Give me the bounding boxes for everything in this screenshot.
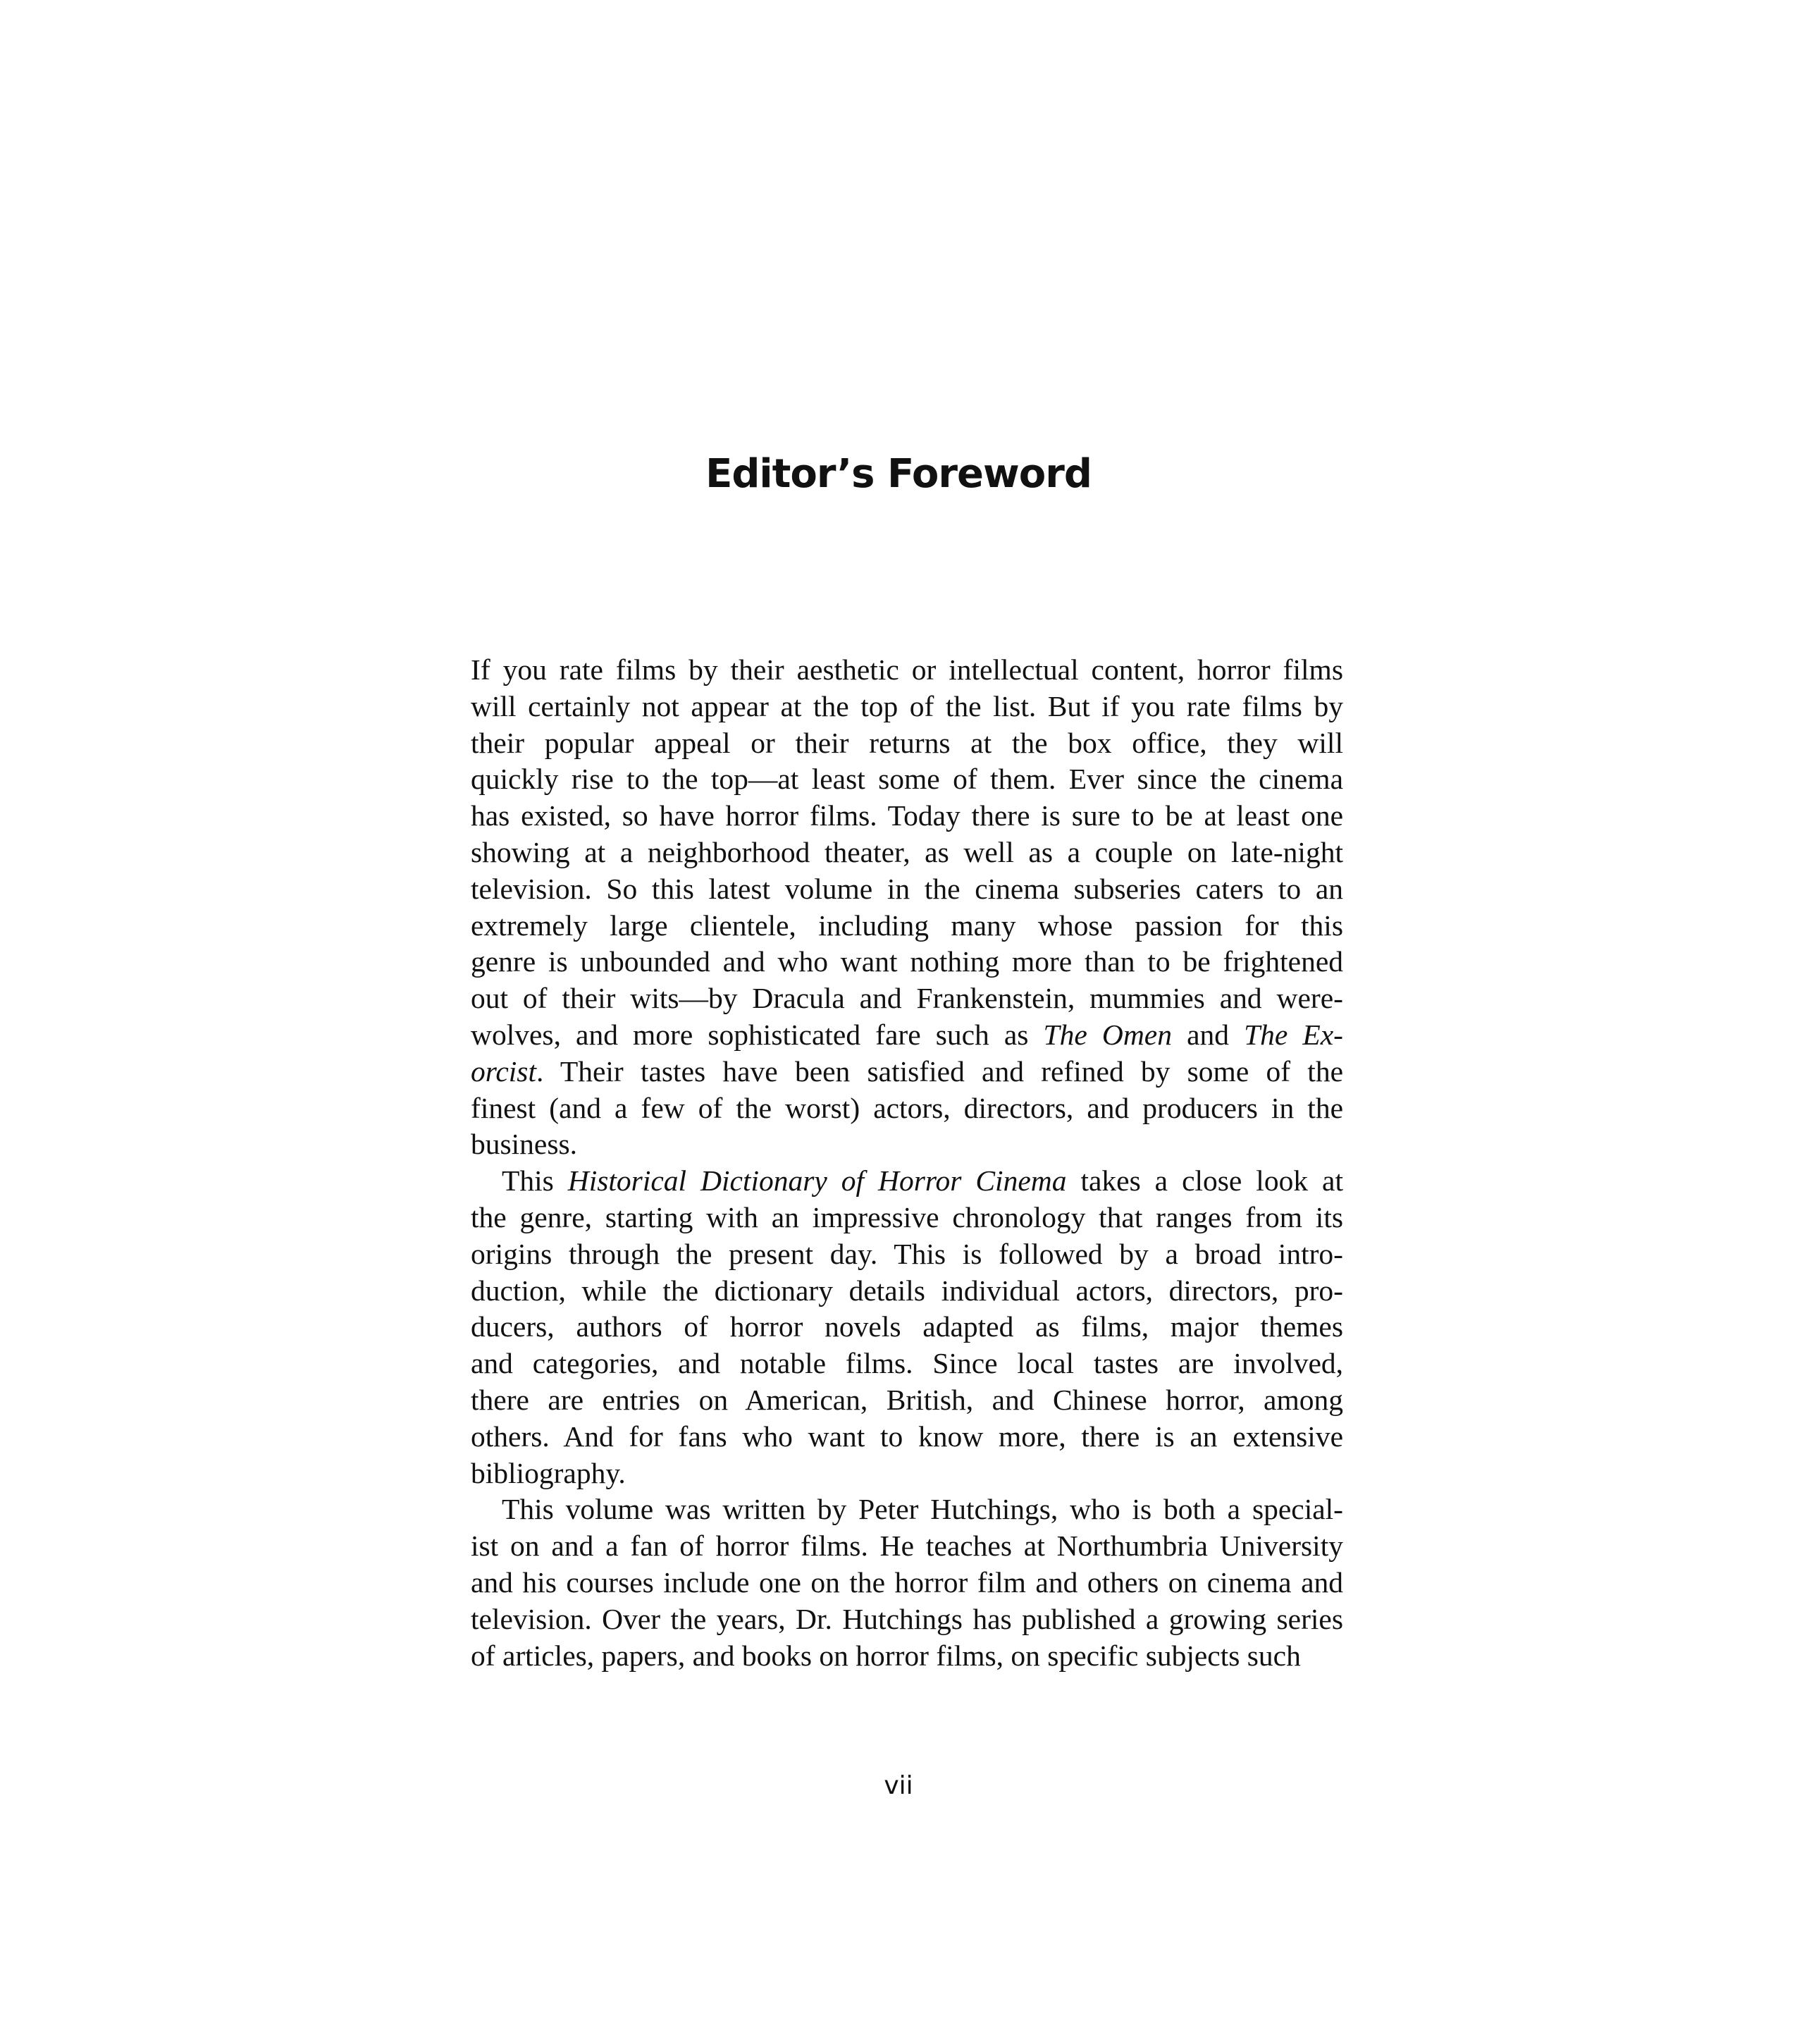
text-run: will certainly not appear at the top of the list. But if you rate films by [471, 689, 1343, 722]
text-line [471, 1163, 1343, 1200]
text-line [471, 1419, 1343, 1455]
text-run: and [1171, 1018, 1245, 1051]
paragraph [471, 1491, 1343, 1674]
italic-title: The Ex- [1244, 1018, 1344, 1051]
text-line [471, 1382, 1343, 1419]
text-run: has existed, so have horror films. Today there is sure to be at least one [471, 799, 1343, 832]
text-run: the genre, starting with an impressive chronology that ranges from its [471, 1200, 1343, 1233]
text-line [471, 1236, 1343, 1273]
text-line [471, 1054, 1343, 1090]
text-line [471, 1528, 1343, 1565]
text-run: finest (and a few of the worst) actors, directors, and producers in the [471, 1091, 1343, 1124]
text-line [471, 1273, 1343, 1310]
text-run: This volume was written by Peter Hutchings, who is both a special- [502, 1493, 1343, 1526]
text-line [471, 1601, 1343, 1638]
text-run: their popular appeal or their returns at the box office, they will [471, 726, 1343, 759]
text-run: out of their wits—by Dracula and Frankenstein, mummies and were- [471, 982, 1343, 1015]
italic-title: orcist [471, 1054, 536, 1088]
foreword-body [471, 652, 1343, 1674]
text-run: others. And for fans who want to know more, there is an extensive [471, 1420, 1343, 1453]
text-run: wolves, and more sophisticated fare such as [471, 1018, 1044, 1051]
text-line [471, 1126, 1343, 1163]
text-run: there are entries on American, British, and Chinese horror, among [471, 1383, 1343, 1416]
text-line [471, 1455, 1343, 1492]
text-run: duction, while the dictionary details individual actors, directors, pro- [471, 1274, 1343, 1307]
text-line [471, 908, 1343, 944]
text-line [471, 1090, 1343, 1127]
text-run: If you rate films by their aesthetic or intellectual content, horror films [471, 653, 1343, 686]
text-run: origins through the present day. This is followed by a broad intro- [471, 1237, 1343, 1270]
text-run: quickly rise to the top—at least some of them. Ever since the cinema [471, 763, 1343, 796]
text-line [471, 944, 1343, 980]
text-run: extremely large clientele, including many whose passion for this [471, 909, 1343, 942]
text-line [471, 1491, 1343, 1528]
text-line [471, 1346, 1343, 1382]
paragraph [471, 652, 1343, 1163]
text-run: television. Over the years, Dr. Hutchings has published a growing series [471, 1602, 1343, 1635]
text-run: showing at a neighborhood theater, as well as a couple on late-night [471, 835, 1343, 868]
text-run: television. So this latest volume in the cinema subseries caters to an [471, 872, 1343, 905]
text-run: takes a close look at [1066, 1164, 1343, 1198]
page-number: vii [884, 1771, 913, 1800]
text-run: and his courses include one on the horror film and others on cinema and [471, 1565, 1343, 1599]
text-line [471, 725, 1343, 762]
page-title: Editor’s Foreword [705, 451, 1092, 497]
text-run: of articles, papers, and books on horror films, on specific subjects such [471, 1639, 1301, 1672]
text-run: ist on and a fan of horror films. He teaches at Northumbria University [471, 1529, 1343, 1563]
text-run: business. [471, 1128, 578, 1161]
italic-title: Historical Dictionary of Horror Cinema [567, 1164, 1067, 1198]
paragraph [471, 1163, 1343, 1491]
text-line [471, 980, 1343, 1017]
text-run: ducers, authors of horror novels adapted as films, major themes [471, 1310, 1343, 1343]
text-run: . Their tastes have been satisfied and refined by some of the [536, 1054, 1343, 1088]
text-run: and categories, and notable films. Since local tastes are involved, [471, 1347, 1343, 1380]
text-line [471, 1200, 1343, 1236]
text-line [471, 761, 1343, 798]
text-line [471, 798, 1343, 835]
text-line [471, 652, 1343, 689]
text-line [471, 689, 1343, 725]
text-line [471, 871, 1343, 908]
text-line [471, 1017, 1343, 1054]
text-run: genre is unbounded and who want nothing more than to be frightened [471, 945, 1343, 978]
text-line [471, 1309, 1343, 1346]
text-line [471, 835, 1343, 871]
text-line [471, 1565, 1343, 1601]
italic-title: The Omen [1043, 1018, 1172, 1051]
text-line [471, 1638, 1343, 1675]
text-run: This [502, 1164, 568, 1198]
text-run: bibliography. [471, 1456, 626, 1489]
